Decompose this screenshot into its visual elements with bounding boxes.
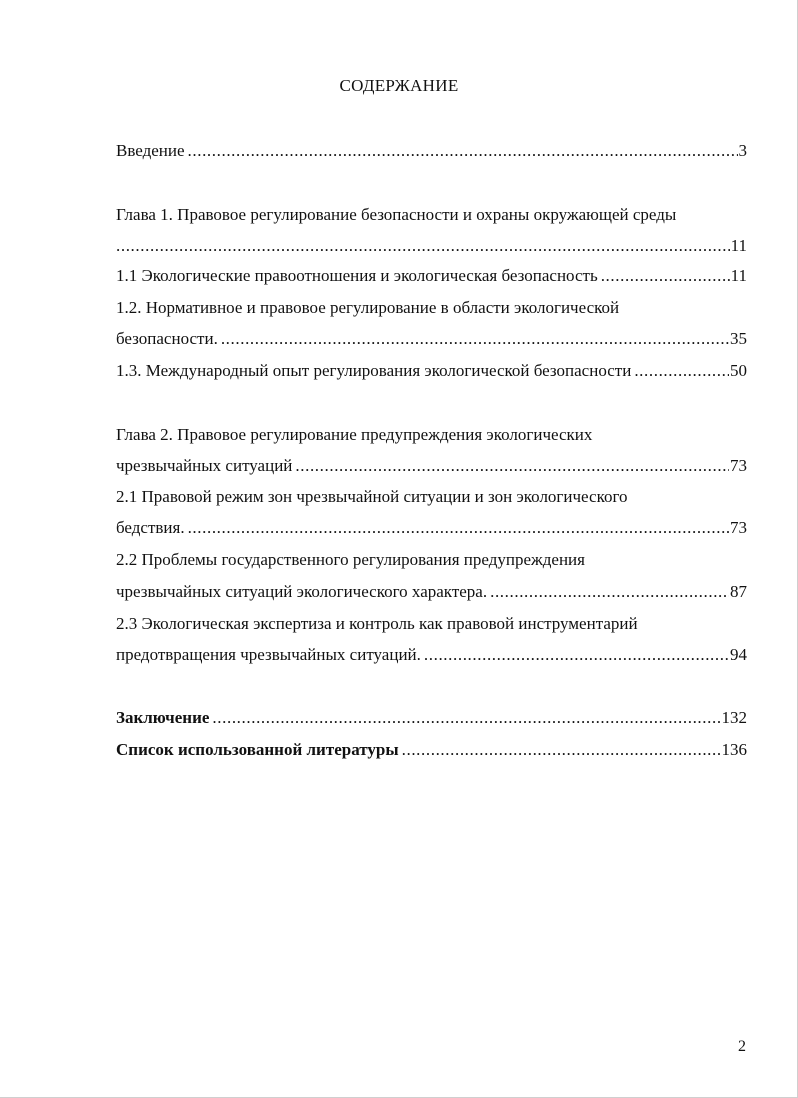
toc-entry-intro[interactable] bbox=[116, 139, 747, 163]
toc-section-1-2-line1[interactable] bbox=[116, 296, 747, 320]
page-title: СОДЕРЖАНИЕ bbox=[339, 76, 459, 95]
toc-entry-label: 2.1 Правовой режим зон чрезвычайной ситуации и зон экологического bbox=[116, 487, 628, 506]
page-number: 2 bbox=[738, 1038, 746, 1055]
toc-entry-page: 50 bbox=[730, 361, 747, 380]
dot-leader bbox=[212, 706, 720, 730]
toc-entry-label: Список использованной литературы bbox=[116, 740, 399, 759]
dot-leader bbox=[295, 454, 729, 478]
dot-leader bbox=[188, 139, 738, 163]
toc-entry-page: 11 bbox=[730, 236, 747, 255]
dot-leader bbox=[601, 264, 730, 288]
toc-section-2-3-line2[interactable] bbox=[116, 643, 747, 667]
toc-entry-label: Введение bbox=[116, 141, 185, 160]
toc-entry-label: Заключение bbox=[116, 708, 210, 727]
toc-chapter-label: Глава 1. Правовое регулирование безопасности и охраны окружающей среды bbox=[116, 205, 677, 224]
toc-entry-label: 2.2 Проблемы государственного регулирования предупреждения bbox=[116, 550, 585, 569]
toc-entry-page: 132 bbox=[721, 708, 747, 727]
toc-section-1-1[interactable] bbox=[116, 264, 747, 288]
dot-leader bbox=[221, 327, 729, 351]
toc-entry-page: 3 bbox=[738, 141, 747, 160]
toc-entry-conclusion[interactable] bbox=[116, 706, 747, 730]
toc-entry-label: 2.3 Экологическая экспертиза и контроль как правовой инструментарий bbox=[116, 614, 638, 633]
toc-chapter2-line2[interactable] bbox=[116, 454, 747, 478]
toc-section-2-3-line1[interactable] bbox=[116, 612, 747, 636]
toc-entry-page: 11 bbox=[730, 266, 747, 285]
toc-entry-page: 73 bbox=[730, 518, 747, 537]
dot-leader bbox=[634, 359, 729, 383]
toc-chapter2-line1[interactable] bbox=[116, 423, 747, 447]
toc-section-2-1-line2[interactable] bbox=[116, 516, 747, 540]
toc-entry-label: безопасности. bbox=[116, 329, 218, 348]
toc-entry-label: 1.3. Международный опыт регулирования экологической безопасности bbox=[116, 361, 632, 380]
toc-section-1-2-line2[interactable] bbox=[116, 327, 747, 351]
toc-chapter-label: Глава 2. Правовое регулирование предупреждения экологических bbox=[116, 425, 593, 444]
toc-entry-label: 1.1 Экологические правоотношения и экологическая безопасность bbox=[116, 266, 598, 285]
toc-entry-label: чрезвычайных ситуаций экологического характера. bbox=[116, 582, 488, 601]
toc-section-2-1-line1[interactable] bbox=[116, 485, 747, 509]
toc-entry-label: бедствия. bbox=[116, 518, 185, 537]
dot-leader bbox=[188, 516, 729, 540]
toc-chapter1-heading[interactable] bbox=[116, 203, 747, 227]
toc-entry-page: 35 bbox=[730, 329, 747, 348]
toc-section-2-2-line1[interactable] bbox=[116, 548, 747, 572]
toc-entry-label: предотвращения чрезвычайных ситуаций. bbox=[116, 645, 421, 664]
toc-entry-label: 1.2. Нормативное и правовое регулирование в области экологической bbox=[116, 298, 620, 317]
toc-entry-bibliography[interactable] bbox=[116, 738, 747, 762]
toc-chapter1-leader-row[interactable] bbox=[116, 234, 747, 258]
toc-entry-page: 94 bbox=[730, 645, 747, 664]
dot-leader bbox=[402, 738, 721, 762]
toc-entry-page: 73 bbox=[730, 456, 747, 475]
toc-chapter-label: чрезвычайных ситуаций bbox=[116, 456, 293, 475]
dot-leader bbox=[116, 234, 730, 258]
dot-leader bbox=[424, 643, 729, 667]
toc-entry-page: 87 bbox=[730, 582, 747, 601]
toc-section-1-3[interactable] bbox=[116, 359, 747, 383]
toc-section-2-2-line2[interactable] bbox=[116, 580, 747, 604]
dot-leader bbox=[490, 580, 729, 604]
toc-entry-page: 136 bbox=[721, 740, 747, 759]
